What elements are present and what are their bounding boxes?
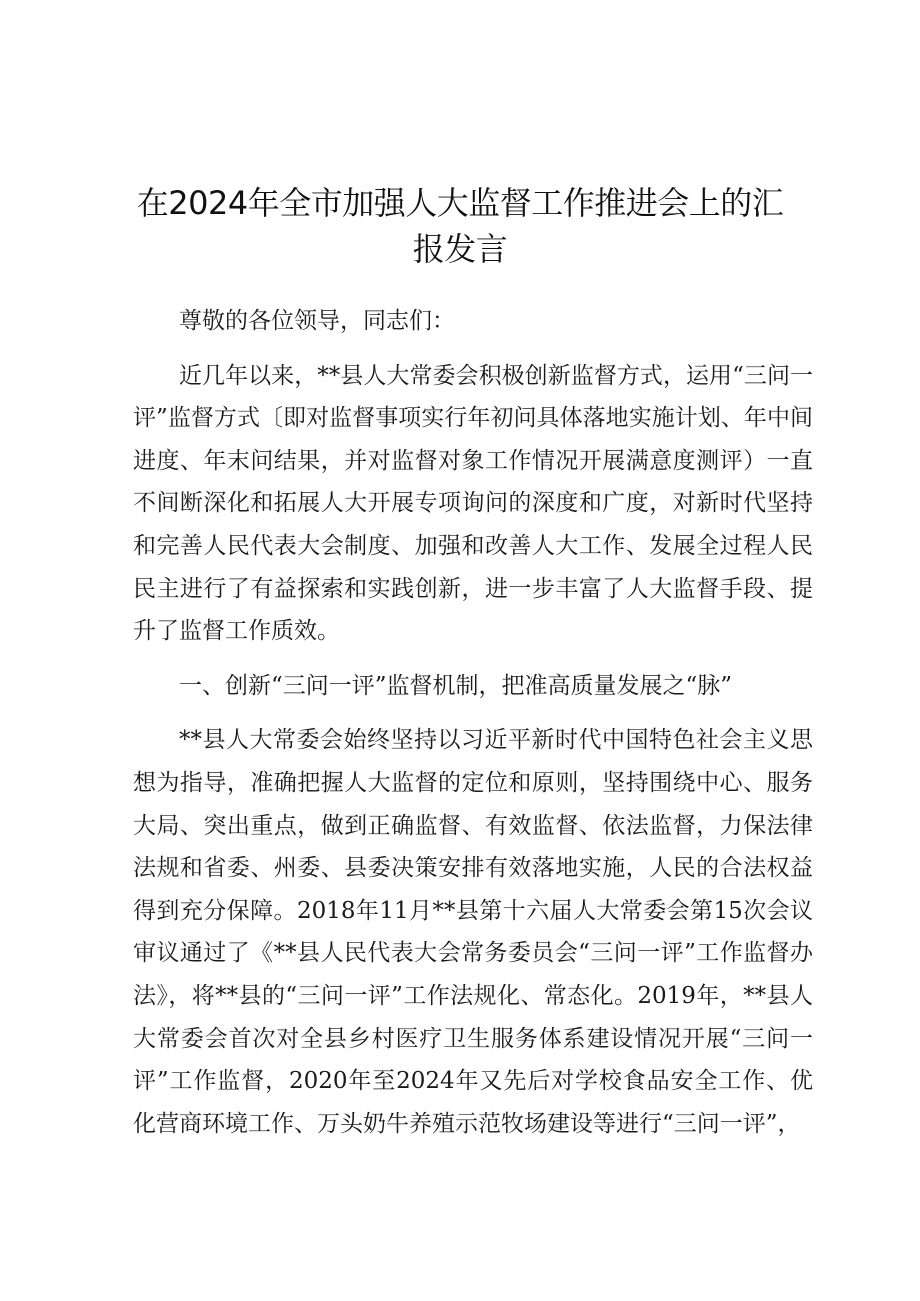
paragraph-section-one: **县人大常委会始终坚持以习近平新时代中国特色社会主义思想为指导，准确把握人大监督的定位和原则，坚持围绕中心、服务大局、突出重点，做到正确监督、有效监督、依法监督，力保法律法规和省委、州委、县委决策安排有效落地实施，人民的合法权益得到充分保障。2018年11月**县第十六届人大常委会第15次会议审议通过了《**县人民代表大会常务委员会“三问一评”工作监督办法》，将**县的“三问一评”工作法规化、常态化。2019年，**县人大常委会首次对全县乡村医疗卫生服务体系建设情况开展“三问一评”工作监督，2020年至2024年又先后对学校食品安全工作、优化营商环境工作、万头奶牛养殖示范牧场建设等进行“三问一评”， (133, 727, 813, 1137)
document-body (133, 300, 813, 1145)
salutation: 尊敬的各位领导，同志们： (179, 308, 455, 334)
section-heading: 一、创新“三问一评”监督机制，把准高质量发展之“脉” (179, 672, 733, 699)
document-title: 在2024年全市加强人大监督工作推进会上的汇报发言 (136, 184, 784, 268)
paragraph-intro: 近几年以来，**县人大常委会积极创新监督方式，运用“三问一评”监督方式〔即对监督事项实行年初问具体落地实施计划、年中间进度、年末问结果，并对监督对象工作情况开展满意度测评）一直不间断深化和拓展人大开展专项询问的深度和广度，对新时代坚持和完善人民代表大会制度、加强和改善人大工作、发展全过程人民民主进行了有益探索和实践创新，进一步丰富了人大监督手段、提升了监督工作质效。 (133, 362, 813, 645)
